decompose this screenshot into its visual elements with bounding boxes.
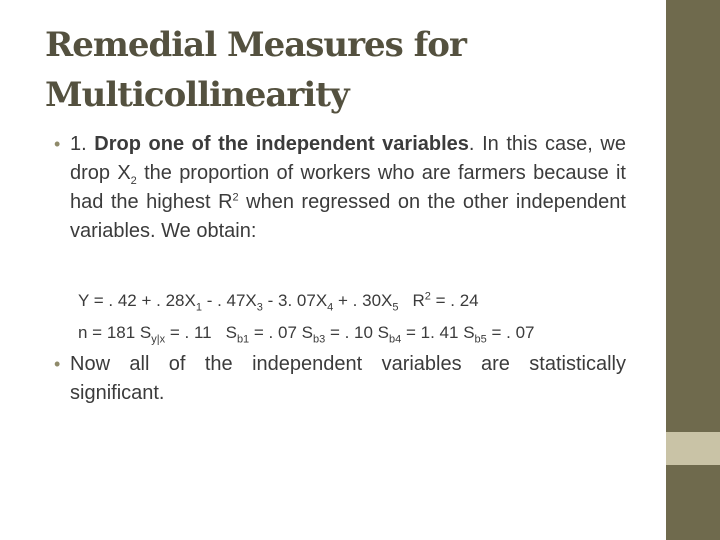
bullet-text-b: the proportion of workers who are farmers because it had the highest R: [70, 162, 626, 213]
standard-errors: [78, 322, 535, 344]
se-yx-value: = . 11: [165, 323, 212, 342]
regression-equation: [78, 290, 479, 312]
bullet-significance: [54, 350, 626, 408]
eq-sub-2: 3: [256, 301, 263, 314]
bullet-text: [70, 130, 626, 246]
r-squared-value: = . 24: [430, 291, 479, 310]
bullet-bold-phrase: Drop one of the independent variables: [94, 133, 469, 155]
title-line-1: Remedial Measures for: [45, 25, 466, 65]
r-squared-label: R: [412, 291, 425, 310]
bullet-icon: •: [54, 134, 61, 154]
side-accent-block: [666, 432, 720, 465]
bullet-drop-variable: [54, 130, 626, 246]
r-squared-sup: 2: [424, 290, 431, 303]
eq-sub-4: 5: [392, 301, 399, 314]
se-n-term: n = 181 S: [78, 323, 152, 342]
subscript-2: 2: [130, 175, 137, 187]
bullet-number: 1.: [70, 133, 87, 155]
superscript-2: 2: [232, 191, 239, 204]
eq-term-2: - . 47X: [201, 291, 257, 310]
title-line-2: Multicollinearity: [45, 75, 349, 115]
se-b1-value: = . 07 S: [249, 323, 313, 342]
slide-title: [45, 20, 645, 120]
se-b3-value: = . 10 S: [325, 323, 390, 342]
bullet-text-a: . In this case, we drop X: [70, 133, 626, 184]
se-b5-value: = . 07: [486, 323, 535, 342]
eq-sub-1: 1: [195, 301, 202, 314]
bullet-text-c: when regressed on the other independent variables. We obtain:: [70, 191, 626, 242]
se-sub-b4: b4: [389, 333, 402, 346]
se-sub-b1: b1: [236, 333, 250, 346]
eq-term-4: + . 30X: [333, 291, 393, 310]
se-sub-b5: b5: [474, 333, 487, 346]
eq-sub-3: 4: [327, 301, 334, 314]
se-b4-value: = 1. 41 S: [401, 323, 475, 342]
eq-term-3: - 3. 07X: [262, 291, 328, 310]
se-sub-yx: y|x: [151, 333, 166, 346]
bullet-text: Now all of the independent variables are statistically significant.: [70, 353, 626, 404]
bullet-icon: •: [54, 354, 61, 374]
eq-term-1: Y = . 42 + . 28X: [78, 291, 196, 310]
se-sub-b3: b3: [312, 333, 326, 346]
se-s-label: S: [225, 323, 237, 342]
